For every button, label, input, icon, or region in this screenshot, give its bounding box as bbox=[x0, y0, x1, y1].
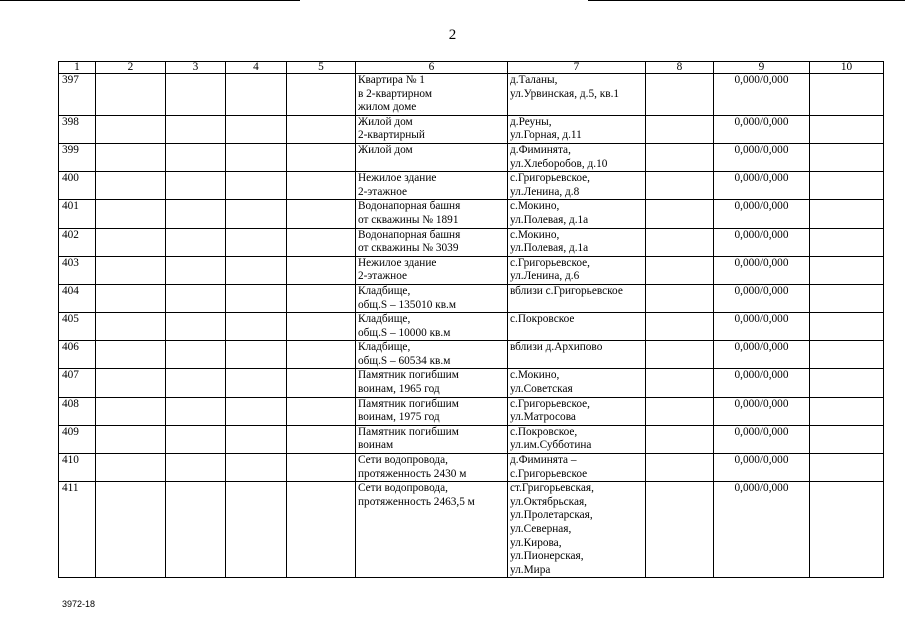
object-name-cell: Кладбище, общ.S – 60534 кв.м bbox=[356, 341, 508, 369]
empty-cell bbox=[810, 341, 884, 369]
empty-cell bbox=[96, 454, 166, 482]
table-row bbox=[59, 341, 884, 369]
empty-cell bbox=[166, 115, 226, 143]
empty-cell bbox=[226, 341, 287, 369]
value-cell: 0,000/0,000 bbox=[714, 284, 810, 312]
empty-cell bbox=[226, 115, 287, 143]
empty-cell bbox=[287, 228, 356, 256]
empty-cell bbox=[96, 284, 166, 312]
empty-cell bbox=[166, 482, 226, 578]
empty-cell bbox=[96, 143, 166, 171]
empty-cell bbox=[646, 200, 714, 228]
empty-cell bbox=[226, 454, 287, 482]
empty-cell bbox=[96, 397, 166, 425]
empty-cell bbox=[166, 172, 226, 200]
table-row bbox=[59, 425, 884, 453]
empty-cell bbox=[226, 369, 287, 397]
table-row bbox=[59, 313, 884, 341]
empty-cell bbox=[96, 115, 166, 143]
empty-cell bbox=[646, 284, 714, 312]
object-name-cell: Жилой дом 2-квартирный bbox=[356, 115, 508, 143]
empty-cell bbox=[166, 341, 226, 369]
object-name-cell: Квартира № 1 в 2-квартирном жилом доме bbox=[356, 74, 508, 116]
empty-cell bbox=[646, 454, 714, 482]
empty-cell bbox=[96, 200, 166, 228]
value-cell: 0,000/0,000 bbox=[714, 454, 810, 482]
empty-cell bbox=[96, 341, 166, 369]
value-cell: 0,000/0,000 bbox=[714, 74, 810, 116]
address-cell: с.Григорьевское, ул.Ленина, д.6 bbox=[508, 256, 646, 284]
table-body bbox=[59, 74, 884, 578]
empty-cell bbox=[226, 425, 287, 453]
column-header: 1 bbox=[59, 62, 96, 74]
address-cell: д.Таланы, ул.Урвинская, д.5, кв.1 bbox=[508, 74, 646, 116]
value-cell: 0,000/0,000 bbox=[714, 115, 810, 143]
property-table bbox=[58, 61, 884, 578]
address-cell: с.Мокино, ул.Советская bbox=[508, 369, 646, 397]
empty-cell bbox=[646, 143, 714, 171]
table-row bbox=[59, 284, 884, 312]
empty-cell bbox=[96, 172, 166, 200]
row-number-cell: 410 bbox=[59, 454, 96, 482]
empty-cell bbox=[646, 397, 714, 425]
empty-cell bbox=[166, 397, 226, 425]
object-name-cell: Памятник погибшим воинам, 1975 год bbox=[356, 397, 508, 425]
row-number-cell: 409 bbox=[59, 425, 96, 453]
empty-cell bbox=[166, 200, 226, 228]
object-name-cell: Нежилое здание 2-этажное bbox=[356, 172, 508, 200]
table-row bbox=[59, 74, 884, 116]
empty-cell bbox=[287, 200, 356, 228]
empty-cell bbox=[226, 313, 287, 341]
empty-cell bbox=[226, 172, 287, 200]
empty-cell bbox=[646, 228, 714, 256]
row-number-cell: 407 bbox=[59, 369, 96, 397]
footer-code: 3972-18 bbox=[62, 599, 96, 609]
value-cell: 0,000/0,000 bbox=[714, 341, 810, 369]
empty-cell bbox=[226, 284, 287, 312]
column-header: 9 bbox=[714, 62, 810, 74]
row-number-cell: 400 bbox=[59, 172, 96, 200]
empty-cell bbox=[287, 397, 356, 425]
address-cell: вблизи с.Григорьевское bbox=[508, 284, 646, 312]
column-header: 8 bbox=[646, 62, 714, 74]
empty-cell bbox=[646, 74, 714, 116]
object-name-cell: Кладбище, общ.S – 10000 кв.м bbox=[356, 313, 508, 341]
empty-cell bbox=[226, 256, 287, 284]
value-cell: 0,000/0,000 bbox=[714, 482, 810, 578]
column-header: 4 bbox=[226, 62, 287, 74]
empty-cell bbox=[810, 74, 884, 116]
empty-cell bbox=[646, 313, 714, 341]
object-name-cell: Памятник погибшим воинам bbox=[356, 425, 508, 453]
value-cell: 0,000/0,000 bbox=[714, 369, 810, 397]
empty-cell bbox=[96, 369, 166, 397]
address-cell: с.Мокино, ул.Полевая, д.1а bbox=[508, 228, 646, 256]
object-name-cell: Кладбище, общ.S – 135010 кв.м bbox=[356, 284, 508, 312]
table-row bbox=[59, 172, 884, 200]
empty-cell bbox=[810, 228, 884, 256]
value-cell: 0,000/0,000 bbox=[714, 143, 810, 171]
row-number-cell: 411 bbox=[59, 482, 96, 578]
empty-cell bbox=[646, 482, 714, 578]
value-cell: 0,000/0,000 bbox=[714, 200, 810, 228]
empty-cell bbox=[810, 115, 884, 143]
empty-cell bbox=[810, 200, 884, 228]
empty-cell bbox=[226, 143, 287, 171]
empty-cell bbox=[287, 369, 356, 397]
empty-cell bbox=[287, 74, 356, 116]
row-number-cell: 401 bbox=[59, 200, 96, 228]
empty-cell bbox=[166, 143, 226, 171]
empty-cell bbox=[646, 115, 714, 143]
object-name-cell: Сети водопровода, протяженность 2430 м bbox=[356, 454, 508, 482]
value-cell: 0,000/0,000 bbox=[714, 172, 810, 200]
empty-cell bbox=[226, 200, 287, 228]
empty-cell bbox=[287, 482, 356, 578]
header-row bbox=[59, 62, 884, 74]
table-row bbox=[59, 143, 884, 171]
empty-cell bbox=[287, 172, 356, 200]
empty-cell bbox=[287, 341, 356, 369]
row-number-cell: 403 bbox=[59, 256, 96, 284]
empty-cell bbox=[287, 115, 356, 143]
table-row bbox=[59, 454, 884, 482]
empty-cell bbox=[810, 284, 884, 312]
value-cell: 0,000/0,000 bbox=[714, 228, 810, 256]
empty-cell bbox=[646, 369, 714, 397]
empty-cell bbox=[287, 284, 356, 312]
empty-cell bbox=[166, 425, 226, 453]
empty-cell bbox=[166, 284, 226, 312]
empty-cell bbox=[96, 425, 166, 453]
empty-cell bbox=[810, 482, 884, 578]
empty-cell bbox=[646, 256, 714, 284]
empty-cell bbox=[810, 313, 884, 341]
empty-cell bbox=[96, 256, 166, 284]
column-header: 5 bbox=[287, 62, 356, 74]
table-row bbox=[59, 228, 884, 256]
object-name-cell: Сети водопровода, протяженность 2463,5 м bbox=[356, 482, 508, 578]
table-row bbox=[59, 256, 884, 284]
empty-cell bbox=[226, 482, 287, 578]
top-rule-left bbox=[0, 0, 300, 1]
empty-cell bbox=[287, 143, 356, 171]
empty-cell bbox=[810, 397, 884, 425]
row-number-cell: 399 bbox=[59, 143, 96, 171]
address-cell: вблизи д.Архипово bbox=[508, 341, 646, 369]
object-name-cell: Памятник погибшим воинам, 1965 год bbox=[356, 369, 508, 397]
address-cell: д.Фиминята, ул.Хлеборобов, д.10 bbox=[508, 143, 646, 171]
empty-cell bbox=[810, 143, 884, 171]
address-cell: с.Мокино, ул.Полевая, д.1а bbox=[508, 200, 646, 228]
address-cell: с.Покровское bbox=[508, 313, 646, 341]
empty-cell bbox=[96, 74, 166, 116]
value-cell: 0,000/0,000 bbox=[714, 313, 810, 341]
column-header: 6 bbox=[356, 62, 508, 74]
empty-cell bbox=[166, 256, 226, 284]
object-name-cell: Водонапорная башня от скважины № 3039 bbox=[356, 228, 508, 256]
empty-cell bbox=[646, 172, 714, 200]
empty-cell bbox=[810, 369, 884, 397]
empty-cell bbox=[96, 482, 166, 578]
column-header: 3 bbox=[166, 62, 226, 74]
page-number: 2 bbox=[448, 27, 457, 43]
empty-cell bbox=[810, 425, 884, 453]
row-number-cell: 398 bbox=[59, 115, 96, 143]
column-header: 2 bbox=[96, 62, 166, 74]
value-cell: 0,000/0,000 bbox=[714, 425, 810, 453]
column-header: 10 bbox=[810, 62, 884, 74]
address-cell: с.Григорьевское, ул.Матросова bbox=[508, 397, 646, 425]
address-cell: с.Покровское, ул.им.Субботина bbox=[508, 425, 646, 453]
empty-cell bbox=[287, 256, 356, 284]
empty-cell bbox=[226, 228, 287, 256]
empty-cell bbox=[166, 74, 226, 116]
address-cell: с.Григорьевское, ул.Ленина, д.8 bbox=[508, 172, 646, 200]
row-number-cell: 404 bbox=[59, 284, 96, 312]
empty-cell bbox=[646, 341, 714, 369]
empty-cell bbox=[810, 454, 884, 482]
address-cell: д.Фиминята – с.Григорьевское bbox=[508, 454, 646, 482]
empty-cell bbox=[287, 313, 356, 341]
table-row bbox=[59, 397, 884, 425]
empty-cell bbox=[646, 425, 714, 453]
empty-cell bbox=[810, 256, 884, 284]
row-number-cell: 406 bbox=[59, 341, 96, 369]
row-number-cell: 405 bbox=[59, 313, 96, 341]
empty-cell bbox=[226, 397, 287, 425]
empty-cell bbox=[287, 425, 356, 453]
value-cell: 0,000/0,000 bbox=[714, 256, 810, 284]
empty-cell bbox=[96, 313, 166, 341]
empty-cell bbox=[166, 228, 226, 256]
row-number-cell: 397 bbox=[59, 74, 96, 116]
top-rule-right bbox=[588, 0, 905, 1]
row-number-cell: 408 bbox=[59, 397, 96, 425]
empty-cell bbox=[166, 454, 226, 482]
table-row bbox=[59, 482, 884, 578]
value-cell: 0,000/0,000 bbox=[714, 397, 810, 425]
column-header: 7 bbox=[508, 62, 646, 74]
empty-cell bbox=[287, 454, 356, 482]
empty-cell bbox=[96, 228, 166, 256]
address-cell: ст.Григорьевская, ул.Октябрьская, ул.Пролетарская, ул.Северная, ул.Кирова, ул.Пионерская, ул.Мира bbox=[508, 482, 646, 578]
address-cell: д.Реуны, ул.Горная, д.11 bbox=[508, 115, 646, 143]
object-name-cell: Жилой дом bbox=[356, 143, 508, 171]
empty-cell bbox=[810, 172, 884, 200]
empty-cell bbox=[166, 369, 226, 397]
object-name-cell: Нежилое здание 2-этажное bbox=[356, 256, 508, 284]
table-row bbox=[59, 200, 884, 228]
object-name-cell: Водонапорная башня от скважины № 1891 bbox=[356, 200, 508, 228]
table-row bbox=[59, 369, 884, 397]
empty-cell bbox=[166, 313, 226, 341]
empty-cell bbox=[226, 74, 287, 116]
row-number-cell: 402 bbox=[59, 228, 96, 256]
table-row bbox=[59, 115, 884, 143]
